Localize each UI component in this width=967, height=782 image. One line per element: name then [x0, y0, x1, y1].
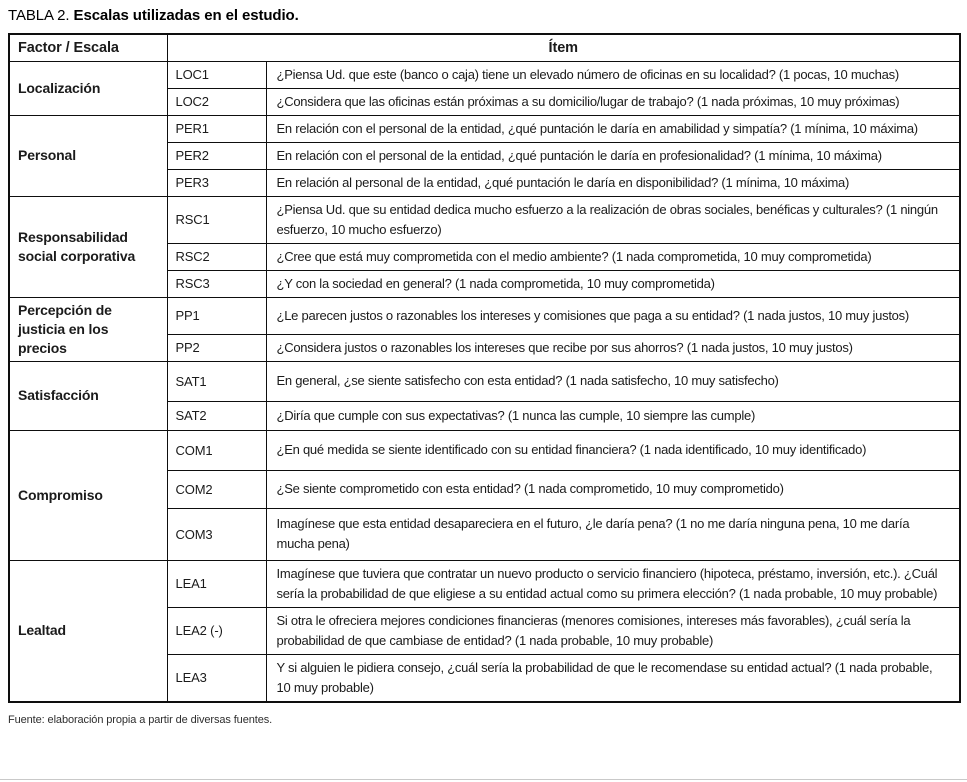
scale-code-cell: RSC2	[167, 243, 266, 270]
table-row	[9, 196, 960, 243]
scale-code-cell: LOC2	[167, 88, 266, 115]
factor-cell: Percepción de justicia en los precios	[9, 297, 167, 361]
table-row	[9, 115, 960, 142]
scale-code-cell: PP1	[167, 297, 266, 334]
item-cell: ¿Considera que las oficinas están próximas a su domicilio/lugar de trabajo? (1 nada próximas, 10 muy próximas)	[266, 88, 960, 115]
scales-table	[8, 33, 961, 703]
item-cell: En relación con el personal de la entidad, ¿qué puntación le daría en amabilidad y simpatía? (1 mínima, 10 máxima)	[266, 115, 960, 142]
item-cell: ¿Piensa Ud. que este (banco o caja) tiene un elevado número de oficinas en su localidad? (1 pocas, 10 muchas)	[266, 61, 960, 88]
factor-cell: Satisfacción	[9, 361, 167, 430]
table-title	[8, 7, 959, 24]
header-item: Ítem	[167, 34, 960, 61]
item-cell: ¿Se siente comprometido con esta entidad? (1 nada comprometido, 10 muy comprometido)	[266, 470, 960, 508]
factor-cell: Personal	[9, 115, 167, 196]
table-title-label: TABLA 2.	[8, 7, 70, 24]
table-title-text: Escalas utilizadas en el estudio.	[73, 7, 299, 24]
factor-cell: Lealtad	[9, 560, 167, 702]
scale-code-cell: COM2	[167, 470, 266, 508]
item-cell: ¿Le parecen justos o razonables los intereses y comisiones que paga a su entidad? (1 nada justos, 10 muy justos)	[266, 297, 960, 334]
scale-code-cell: SAT1	[167, 361, 266, 401]
source-note: Fuente: elaboración propia a partir de diversas fuentes.	[8, 713, 273, 726]
scale-code-cell: COM3	[167, 508, 266, 560]
header-factor-escala: Factor / Escala	[9, 34, 167, 61]
item-cell: En relación al personal de la entidad, ¿qué puntación le daría en disponibilidad? (1 mínima, 10 máxima)	[266, 169, 960, 196]
scale-code-cell: RSC1	[167, 196, 266, 243]
scale-code-cell: LOC1	[167, 61, 266, 88]
item-cell: ¿Considera justos o razonables los intereses que recibe por sus ahorros? (1 nada justos, 10 muy justos)	[266, 334, 960, 361]
header-row	[9, 34, 960, 61]
scale-code-cell: LEA1	[167, 560, 266, 607]
table-row	[9, 430, 960, 470]
item-cell: ¿Cree que está muy comprometida con el medio ambiente? (1 nada comprometida, 10 muy comprometida)	[266, 243, 960, 270]
item-cell: Imagínese que tuviera que contratar un nuevo producto o servicio financiero (hipoteca, préstamo, inversión, etc.). ¿Cuál sería la probabilidad de que eligiese a su entidad actual como su primera elección? (1 nada probable, 10 muy probable)	[266, 560, 960, 607]
item-cell: En relación con el personal de la entidad, ¿qué puntación le daría en profesionalidad? (1 mínima, 10 máxima)	[266, 142, 960, 169]
item-cell: ¿Y con la sociedad en general? (1 nada comprometida, 10 muy comprometida)	[266, 270, 960, 297]
factor-cell: Responsabilidad social corporativa	[9, 196, 167, 297]
table-row	[9, 61, 960, 88]
item-cell: En general, ¿se siente satisfecho con esta entidad? (1 nada satisfecho, 10 muy satisfecho)	[266, 361, 960, 401]
table-row	[9, 361, 960, 401]
factor-cell: Compromiso	[9, 430, 167, 560]
item-cell: Imagínese que esta entidad desapareciera en el futuro, ¿le daría pena? (1 no me daría ninguna pena, 10 me daría mucha pena)	[266, 508, 960, 560]
item-cell: ¿Piensa Ud. que su entidad dedica mucho esfuerzo a la realización de obras sociales, benéficas y culturales? (1 ningún esfuerzo, 10 mucho esfuerzo)	[266, 196, 960, 243]
scale-code-cell: RSC3	[167, 270, 266, 297]
scale-code-cell: SAT2	[167, 401, 266, 430]
scale-code-cell: PER3	[167, 169, 266, 196]
scale-code-cell: COM1	[167, 430, 266, 470]
scale-code-cell: PER2	[167, 142, 266, 169]
scale-code-cell: PP2	[167, 334, 266, 361]
scale-code-cell: PER1	[167, 115, 266, 142]
item-cell: Si otra le ofreciera mejores condiciones financieras (menores comisiones, intereses más favorables), ¿cuál sería la probabilidad de que cambiase de entidad? (1 nada probable, 10 muy probable)	[266, 607, 960, 654]
factor-cell: Localización	[9, 61, 167, 115]
table-row	[9, 560, 960, 607]
scale-code-cell: LEA2 (-)	[167, 607, 266, 654]
item-cell: ¿Diría que cumple con sus expectativas? (1 nunca las cumple, 10 siempre las cumple)	[266, 401, 960, 430]
scale-code-cell: LEA3	[167, 654, 266, 702]
item-cell: ¿En qué medida se siente identificado con su entidad financiera? (1 nada identificado, 10 muy identificado)	[266, 430, 960, 470]
table-row	[9, 297, 960, 334]
bottom-divider	[0, 779, 967, 780]
item-cell: Y si alguien le pidiera consejo, ¿cuál sería la probabilidad de que le recomendase su entidad actual? (1 nada probable, 10 muy probable)	[266, 654, 960, 702]
